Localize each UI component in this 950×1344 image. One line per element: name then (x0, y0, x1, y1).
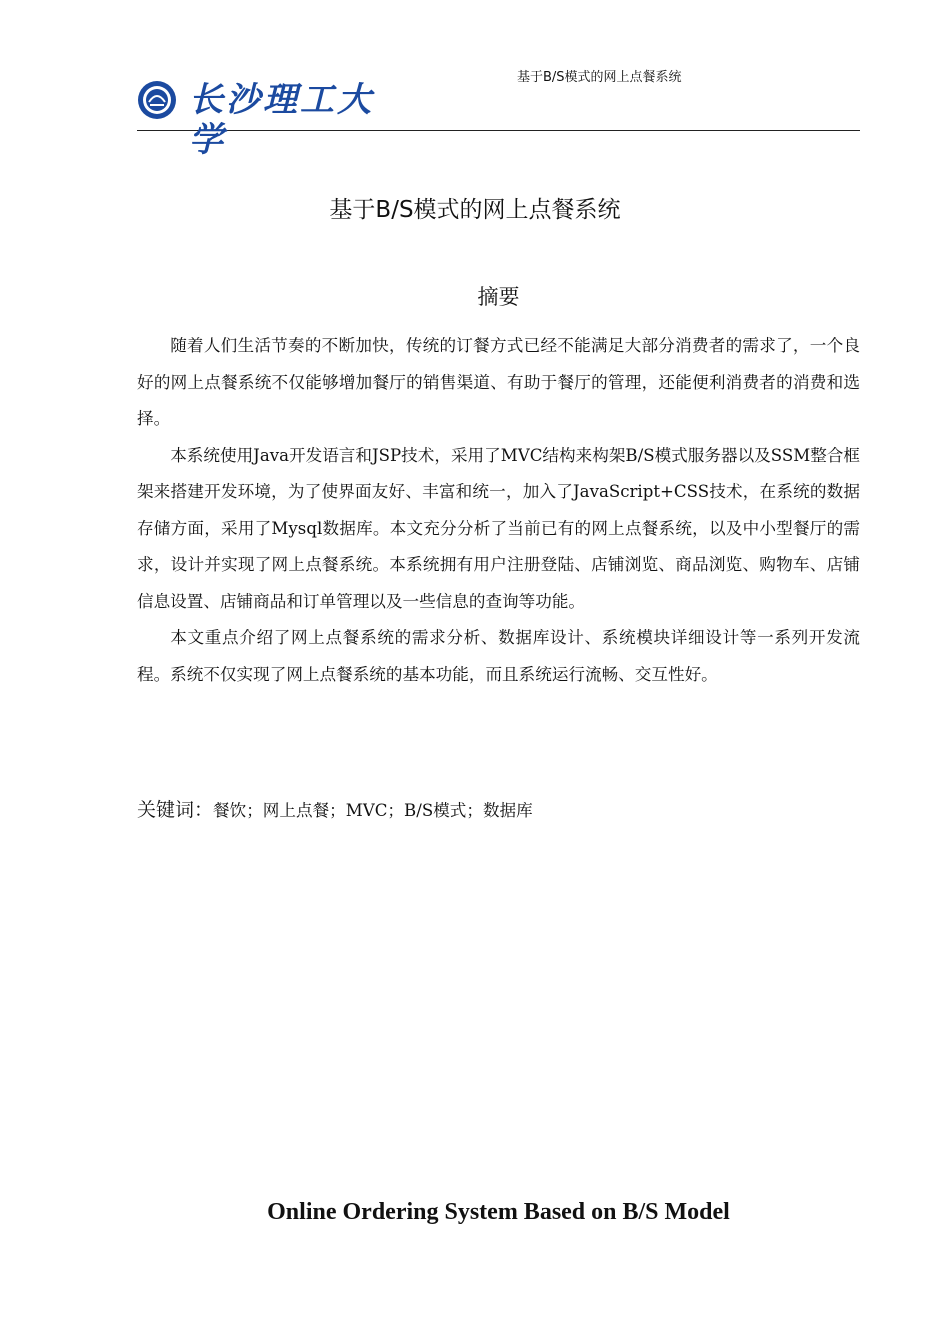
keywords-line (137, 795, 860, 826)
abstract-paragraph: 随着人们生活节奏的不断加快，传统的订餐方式已经不能满足大部分消费者的需求了，一个良好的网上点餐系统不仅能够增加餐厅的销售渠道、有助于餐厅的管理，还能便利消费者的消费和选择。 (137, 336, 860, 428)
page-header (137, 62, 860, 160)
abstract-paragraph: 本文重点介绍了网上点餐系统的需求分析、数据库设计、系统模块详细设计等一系列开发流程。系统不仅实现了网上点餐系统的基本功能，而且系统运行流畅、交互性好。 (137, 628, 860, 684)
keywords-label: 关键词： (137, 799, 214, 821)
university-logo-text: 长沙理工大学 (189, 80, 374, 160)
document-title: 基于B/S模式的网上点餐系统 (329, 197, 621, 223)
abstract-heading: 摘要 (477, 285, 520, 309)
university-seal-icon (137, 80, 177, 120)
keywords-value: 餐饮；网上点餐；MVC；B/S模式；数据库 (213, 801, 533, 820)
university-logo (137, 78, 377, 160)
running-header-title: 基于B/S模式的网上点餐系统 (517, 70, 682, 85)
english-title: Online Ordering System Based on B/S Model (267, 1199, 730, 1225)
abstract-body (137, 328, 860, 693)
abstract-paragraph: 本系统使用Java开发语言和JSP技术，采用了MVC结构来构架B/S模式服务器以及SSM整合框架来搭建开发环境，为了使界面友好、丰富和统一，加入了JavaScript+CSS技术，在系统的数据存储方面，采用了Mysql数据库。本文充分分析了当前已有的网上点餐系统，以及中小型餐厅的需求，设计并实现了网上点餐系统。本系统拥有用户注册登陆、店铺浏览、商品浏览、购物车、店铺信息设置、店铺商品和订单管理以及一些信息的查询等功能。 (137, 445, 860, 611)
